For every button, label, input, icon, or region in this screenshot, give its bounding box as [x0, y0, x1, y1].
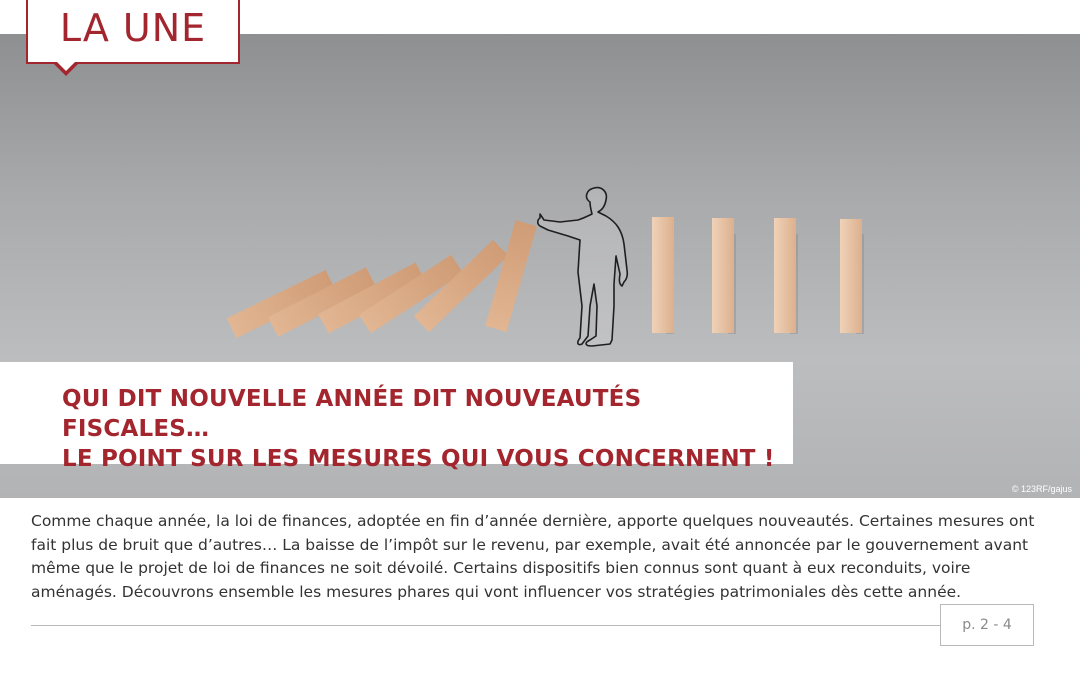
image-credit: © 123RF/gajus	[1011, 484, 1072, 494]
standing-dominoes	[652, 217, 862, 333]
fallen-dominoes	[227, 220, 537, 338]
headline	[62, 384, 793, 474]
headline-line-1: QUI DIT NOUVELLE ANNÉE DIT NOUVEAUTÉS FISCALES…	[62, 386, 642, 442]
section-label: LA UNE	[59, 6, 207, 50]
headline-box	[0, 362, 793, 472]
headline-line-2: LE POINT SUR LES MESURES QUI VOUS CONCERNENT !	[62, 446, 775, 472]
badge-pointer	[52, 62, 80, 76]
section-badge	[26, 0, 240, 64]
page-reference: p. 2 - 4	[940, 604, 1034, 646]
intro-paragraph: Comme chaque année, la loi de finances, adoptée en fin d’année dernière, apporte quelques nouveautés. Certaines mesures ont fait plus de bruit que d’autres… La baisse de l’impôt sur le revenu, par exemple, avait été annoncée par le gouvernement avant même que le projet de loi de finances ne soit dévoilé. Certains dispositifs bien connus sont quant à eux reconduits, voire aménagés. Découvrons ensemble les mesures phares qui vont influencer vos stratégies patrimoniales dès cette année.	[31, 512, 1035, 601]
divider-rule	[31, 625, 940, 626]
person-outline-figure	[538, 188, 628, 346]
